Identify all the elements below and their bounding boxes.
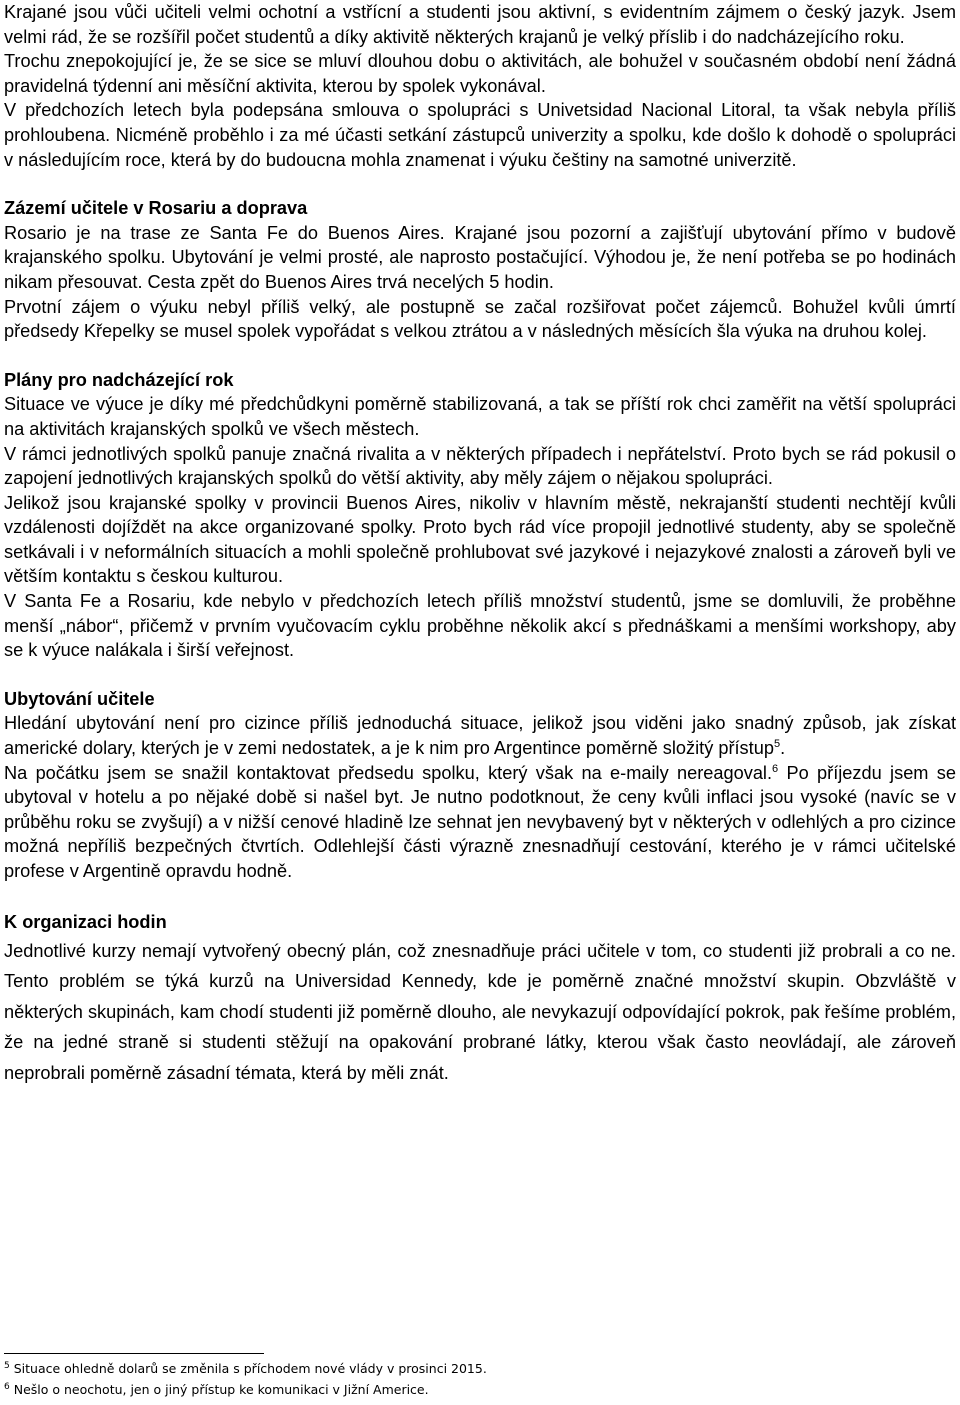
- paragraph: [4, 761, 956, 884]
- footnotes: [4, 1353, 944, 1400]
- section-heading: Plány pro nadcházející rok: [4, 369, 234, 390]
- section-organizace: [4, 908, 956, 1089]
- paragraph: V Santa Fe a Rosariu, kde nebylo v předchozích letech příliš množství studentů, jsme se domluvili, že proběhne menší „nábor“, přičemž v prvním vyučovacím cyklu proběhne několik akcí s přednáškami a menšími workshopy, aby se k výuce nalákala i širší veřejnost.: [4, 591, 956, 661]
- section-heading: K organizaci hodin: [4, 911, 167, 932]
- paragraph: Krajané jsou vůči učiteli velmi ochotní a vstřícní a studenti jsou aktivní, s evidentním zájmem o český jazyk. Jsem velmi rád, že se rozšířil počet studentů a díky aktivitě některých krajanů je velký příslib i do nadcházejícího roku.: [4, 2, 956, 47]
- footnote-text: Situace ohledně dolarů se změnila s příchodem nové vlády v prosinci 2015.: [13, 1361, 487, 1376]
- paragraph: V předchozích letech byla podepsána smlouva o spolupráci s Univetsidad Nacional Litoral, ta však nebyla příliš prohloubena. Nicméně proběhlo i za mé účasti setkání zástupců univerzity a spolku, kde došlo k dohodě o spolupráci v následujícím roce, která by do budoucna mohla znamenat i výuku češtiny na samotné univerzitě.: [4, 100, 956, 170]
- footnote-ref: 6: [772, 762, 779, 775]
- footnote-number: 5: [4, 1360, 10, 1371]
- paragraph-text: Hledání ubytování není pro cizince příliš jednoduchá situace, jelikož jsou viděni jako snadný způsob, jak získat americké dolary, kterých je v zemi nedostatek, a je k nim pro Argentince poměrně složitý přístup: [4, 713, 956, 759]
- paragraph: Rosario je na trase ze Santa Fe do Buenos Aires. Krajané jsou pozorní a zajišťují ubytování přímo v budově krajanského spolku. Ubytování je velmi prosté, ale naprosto postačující. Výhodou je, že není potřeba se po hodinách nikam přesouvat. Cesta zpět do Buenos Aires trvá necelých 5 hodin.: [4, 222, 956, 292]
- footnote-ref: 5: [773, 737, 781, 750]
- section-heading: Zázemí učitele v Rosariu a doprava: [4, 198, 308, 219]
- paragraph-text: Po příjezdu jsem se ubytoval v hotelu a po nějaké době si našel byt. Je nutno podotknout, že ceny kvůli inflaci jsou vysoké (navíc se v průběhu roku se zvyšují) a v nižší cenové hladině lze sehnat jen nevybavený byt v některých v odlehlých a pro cizince možná nepříliš bezpečných čtvrtích. Odlehlejší části výrazně znesnadňují cestování, kterého je v rámci učitelské profese v Argentině opravdu hodně.: [4, 762, 956, 881]
- section-zazemi: [4, 196, 956, 344]
- paragraph: Situace ve výuce je díky mé předchůdkyni poměrně stabilizovaná, a tak se příští rok chci zaměřit na větší spolupráci na aktivitách krajanských spolků ve všech městech.: [4, 394, 956, 439]
- section-ubytovani: [4, 687, 956, 884]
- footnote-number: 6: [4, 1381, 10, 1392]
- paragraph: Trochu znepokojující je, že se sice se mluví dlouhou dobu o aktivitách, ale bohužel v současném období není žádná pravidelná týdenní ani měsíční aktivita, kterou by spolek vykonával.: [4, 51, 956, 96]
- footnote-text: Nešlo o neochotu, jen o jiný přístup ke komunikaci v Jižní Americe.: [13, 1382, 429, 1397]
- paragraph: Jelikož jsou krajanské spolky v provincii Buenos Aires, nikoliv v hlavním městě, nekrajanští studenti nechtějí kvůli vzdálenosti dojíždět na akce organizované spolky. Proto bych rád více propojil jednotlivé studenty, aby se společně setkávali i v neformálních situacích a mohli společně prohlubovat své jazykové i nejazykové znalosti a zároveň byli ve větším kontaktu s českou kulturou.: [4, 492, 956, 587]
- intro-section: [4, 0, 956, 172]
- section-heading: Ubytování učitele: [4, 688, 155, 709]
- footnote: [4, 1358, 944, 1379]
- paragraph: V rámci jednotlivých spolků panuje značná rivalita a v některých případech i nepřátelství. Proto bych se rád pokusil o zapojení jednotlivých krajanských spolků do větší aktivity, aby měly zájem o nějakou spolupráci.: [4, 443, 956, 489]
- footnote: [4, 1379, 944, 1400]
- section-plany: [4, 368, 956, 663]
- paragraph: Prvotní zájem o výuku nebyl příliš velký, ale postupně se začal rozšiřovat počet zájemců. Bohužel kvůli úmrtí předsedy Křepelky se musel spolek vypořádat s velkou ztrátou a v následných měsících šla výuka na druhou kolej.: [4, 296, 956, 342]
- paragraph: Jednotlivé kurzy nemají vytvořený obecný plán, což znesnadňuje práci učitele v tom, co studenti již probrali a co ne. Tento problém se týká kurzů na Universidad Kennedy, kde je poměrně značné množství skupin. Obzvláště v některých skupinách, kam chodí studenti již poměrně dlouho, ale nevykazují odpovídající pokrok, pak řešíme problém, že na jedné straně si studenti stěžují na opakování probrané látky, kterou však často neovládají, ale zároveň neprobrali poměrně zásadní témata, která by měli znát.: [4, 940, 956, 1083]
- footnote-separator: [4, 1353, 264, 1354]
- paragraph-text: Na počátku jsem se snažil kontaktovat předsedu spolku, který však na e-maily nereagoval.: [4, 762, 773, 783]
- paragraph: [4, 711, 956, 760]
- paragraph-end: .: [780, 738, 786, 759]
